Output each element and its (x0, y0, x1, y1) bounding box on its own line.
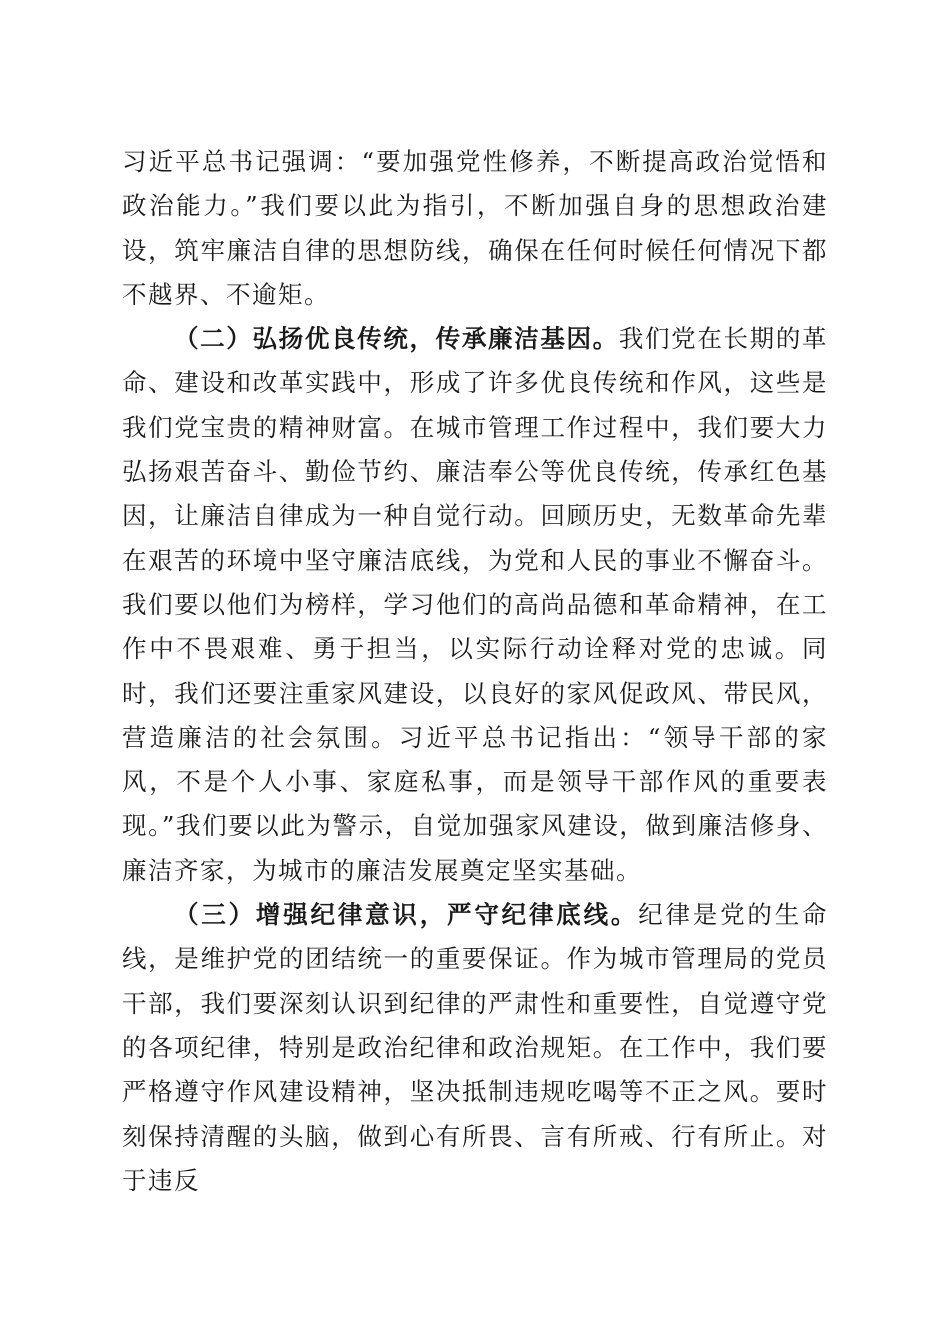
paragraph-3-body: 纪律是党的生命线，是维护党的团结统一的重要保证。作为城市管理局的党员干部，我们要深刻认识到纪律的严肃性和重要性，自觉遵守党的各项纪律，特别是政治纪律和政治规矩。在工作中，我们要严格遵守作风建设精神，坚决抵制违规吃喝等不正之风。要时刻保持清醒的头脑，做到心有所畏、言有所戒、行有所止。对于违反 (122, 900, 829, 1195)
paragraph-3 (122, 893, 828, 1203)
paragraph-2-body: 我们党在长期的革命、建设和改革实践中，形成了许多优良传统和作风，这些是我们党宝贵的精神财富。在城市管理工作过程中，我们要大力弘扬艰苦奋斗、勤俭节约、廉洁奉公等优良传统，传承红色基因，让廉洁自律成为一种自觉行动。回顾历史，无数革命先辈在艰苦的环境中坚守廉洁底线，为党和人民的事业不懈奋斗。我们要以他们为榜样，学习他们的高尚品德和革命精神，在工作中不畏艰难、勇于担当，以实际行动诠释对党的忠诚。同时，我们还要注重家风建设，以良好的家风促政风、带民风，营造廉洁的社会氛围。习近平总书记指出：“领导干部的家风，不是个人小事、家庭私事，而是领导干部作风的重要表现。”我们要以此为警示，自觉加强家风建设，做到廉洁修身、廉洁齐家，为城市的廉洁发展奠定坚实基础。 (122, 324, 829, 885)
section-heading-2: （二）弘扬优良传统，传承廉洁基因。 (174, 324, 619, 354)
paragraph-1-body: 习近平总书记强调：“要加强党性修养，不断提高政治觉悟和政治能力。”我们要以此为指引，不断加强自身的思想政治建设，筑牢廉洁自律的思想防线，确保在任何时候任何情况下都不越界、不逾矩。 (122, 147, 828, 309)
paragraph-2 (122, 317, 828, 893)
document-page (122, 140, 828, 1203)
paragraph-1 (122, 140, 828, 317)
section-heading-3: （三）增强纪律意识，严守纪律底线。 (174, 900, 639, 930)
